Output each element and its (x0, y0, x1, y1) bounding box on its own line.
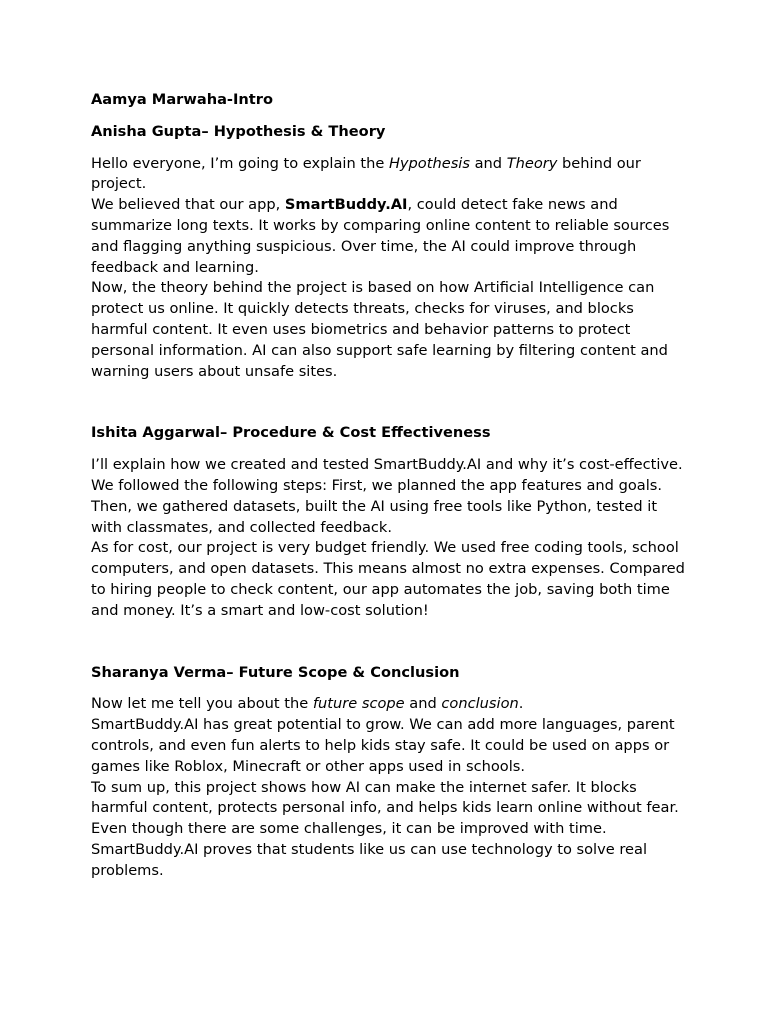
paragraph: We followed the following steps: First, we planned the app features and goals. Then, we gathered datasets, built the AI using free tools like Python, tested it with classmates, and collected feedback. (91, 476, 663, 536)
section-heading: Sharanya Verma– Future Scope & Conclusion (91, 663, 460, 681)
section-procedure-cost (91, 423, 691, 621)
text-run: and (469, 154, 507, 172)
document-page (91, 90, 691, 882)
section-future-conclusion (91, 663, 691, 882)
intro-heading: Aamya Marwaha-Intro (91, 91, 274, 108)
text-run: , could detect fake news and summarize long texts. It works by comparing online content to reliable sources and flagging anything suspicious. Over time, the AI could improve through feedback and learning. (91, 196, 670, 276)
section-hypothesis-theory (91, 122, 691, 383)
paragraph (91, 694, 691, 715)
italic-term: future scope (312, 695, 405, 713)
text-run: . (518, 695, 524, 713)
paragraph: As for cost, our project is very budget friendly. We used free coding tools, school computers, and open datasets. This means almost no extra expenses. Compared to hiring people to check content, our app automates the job, saving both time and money. It’s a smart and low-cost solution! (91, 539, 685, 619)
text-run: and (404, 695, 442, 713)
text-run: Now let me tell you about the (91, 695, 313, 713)
section-heading: Ishita Aggarwal– Procedure & Cost Effectiveness (91, 424, 491, 442)
paragraph: I’ll explain how we created and tested SmartBuddy.AI and why it’s cost-effective. (91, 456, 683, 474)
paragraph: Now, the theory behind the project is based on how Artificial Intelligence can protect us online. It quickly detects threats, checks for viruses, and blocks harmful content. It even uses biometrics and behavior patterns to protect personal information. AI can also support safe learning by filtering content and warning users about unsafe sites. (91, 279, 668, 380)
paragraph: To sum up, this project shows how AI can make the internet safer. It blocks harmful content, protects personal info, and helps kids learn online without fear. Even though there are some challenges, it can be improved with time. SmartBuddy.AI proves that students like us can use technology to solve real problems. (91, 778, 679, 879)
italic-term: Hypothesis (388, 154, 470, 172)
paragraph (91, 154, 691, 196)
text-run: Hello everyone, I’m going to explain the (91, 154, 389, 172)
spacer (91, 622, 691, 663)
paragraph (91, 195, 691, 278)
italic-term: conclusion (441, 695, 519, 713)
text-run: behind our project. (91, 154, 641, 193)
bold-term: SmartBuddy.AI (284, 196, 408, 214)
paragraph: SmartBuddy.AI has great potential to grow. We can add more languages, parent controls, and even fun alerts to help kids stay safe. It could be used on apps or games like Roblox, Minecraft or other apps used in schools. (91, 716, 675, 775)
text-run: We believed that our app, (91, 196, 285, 214)
spacer (91, 382, 691, 423)
section-heading: Anisha Gupta– Hypothesis & Theory (91, 122, 386, 140)
italic-term: Theory (506, 154, 558, 172)
